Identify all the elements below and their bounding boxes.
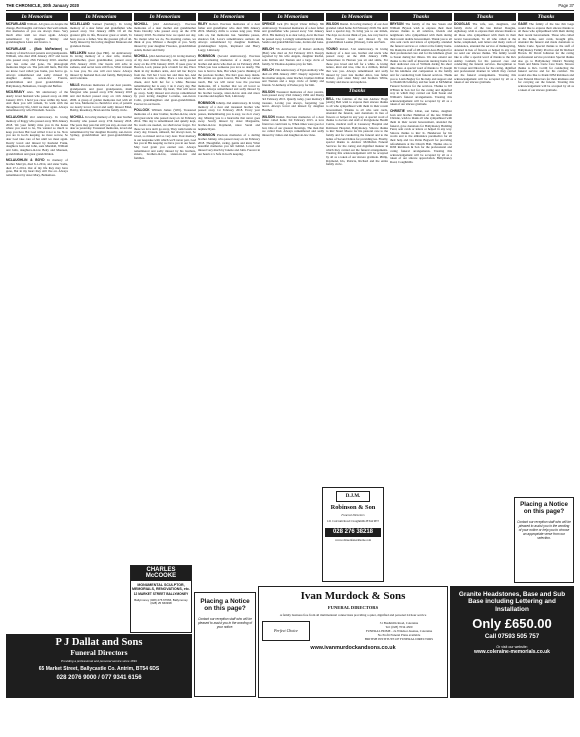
notice-text: Precious memories of a darling brother Johnny, who passed away on 1st February 2018. Thoughtful, caring, gentle and kind, What beautiful memories you left behind. Loved and missed very much by Janette and John. Forever in our hearts x x Safe in God's keeping. [198,133,260,156]
notice-name: ROBINSON [198,101,216,106]
notice [6,159,68,177]
murdock-address-2: FUNERAL HOME - 2a Windsor Avenue, Coleraine [365,628,433,633]
notice [390,110,452,165]
granite-web: www.coleraine-memorials.co.uk [474,648,550,655]
notice-text: In memory of much loved parents and grandparents. William, who died 20th January 2017 and Greta who passed away 25th February 2010. Another year has come and gone, No photograph memories linger on. The pain still hurts, But this we know. God called you home, you had to go. Always remembered and sadly missed by daughter Annie, son-in-law Francis, grandchildren and great grandchildren - Ballymoney, Balnamore, Clough and Belfast. [6,46,68,88]
notice-name: MELLIKEN [70,50,87,55]
notice [134,23,196,52]
notice-text: William. All grass on despite the change, But thoughts can't know that well remain. Our memories of you are always there. Very much alive until we meet again. Always remembered by daughter Shirley and granddaughters Laura and Jessica. x [6,22,68,45]
notice [326,48,388,85]
notice-name: ROBINSON [198,133,216,138]
notice-text: Johnny. 2nd Anniversary. In loving memory of a dear and treasured brother who passed away 1st February 2018. Every year passes, Remembering you is easy, we do it every day, Missing you is a heartache that never goes away. Sorely missed by sister Marguerite, brother-in-law Raymond, niece Sarah and nephew Ryan. [198,101,260,131]
notice-text: Wife Lilian, son James, daughter Jean and brother Hamilton of the late William Christie, wish to thank all who sympathised with them in their recent bereavement, attended the funeral, gave donations for Ballymoney Building Fund, sent cards or letters or helped in any way. Sincere thanks to Rev K. Henderson for his words and to the ambulance paramedics for all their help and Lia Pettie Bagwell for providing refreshments at the Church Hall. Thanks also to DJM Robinson & Son for the professional and caring funeral arrangements. Trusting this acknowledgement will be accepted by all as a token of our sincere appreciation. Ballymoney Road, Coughmills. [390,108,452,164]
murdock-web: www.ivanmurdockandsons.co.uk [310,645,396,652]
mccooke-ad [130,565,192,633]
notice-text: (2nd Anniversary). Precious memories of a dear mother and grandmother Nana Dorothy who passed away on the 27th January 2018. No matter how we spend our day, No matter what we do, No morning comes, we think of you, Without a thought of you. Sadly missed by your daughter Florence, grandchildren Adam, Robert and Dolly. [134,22,196,52]
placing-notice-ad-2 [514,497,574,583]
robinson-ad [322,487,384,582]
notice [70,52,132,81]
murdock-address-3: No Profit Funeral Plans available [377,633,421,637]
notice [6,116,68,156]
publication-name: THE CHRONICLE, 30th January 2020 [6,3,80,9]
mccooke-address: 12 MARKET STREET BALLYMONEY [133,592,189,597]
dallat-subtitle: Funeral Directors [70,648,128,658]
notice-text: William James (Will). Treasured memories of a dear brother, brother-in-law, uncle and great uncle who passed away on 1st February 2014. This day is remembered and quietly kept, No words are needed, we shall never forget. For those we love don't go away, They walk beside us every day, Unseen, unheard, but always near, So loved, so missed and so very dear. Your memory is our keepsake with which we'll never part, God has you in His keeping we have you in our heart. May God grant you eternal rest. Always remembered and sadly missed by his brothers, sisters, brothers-in-law, sisters-in-law and families. [134,108,196,160]
section-header-in-memoriam: In Memoriam [262,13,324,21]
notice [6,48,68,88]
notice-name: RILEY [198,22,208,26]
notice-text: 2nd Anniversary. In loving memory of Peggy who passed away 30th January 2018. We your family miss you in the house where you used to be, We wanted so much to keep you here But God willed it not to be. Now you are in God's keeping, no more sorrow, So dear God take care of her until we meet again. Dearly loved and missed by husband Frank, daughters Jean and John, sons Marshall, William and John, daughters-in-law Betty and Maureen, grandchildren and great grandchildren. [6,115,68,156]
notice-name: MCFARLANE - (Bob McFarlane) [6,46,62,51]
placing-body: Contact our reception staff who will be pleased to assist you in the wording of your notice. [197,617,253,630]
notice-name: POLLOCK [134,108,150,113]
page-number: Page 37 [558,3,574,9]
notice-text: Alex. 5th anniversary of the dearly loved husband who passed away on 29th January 2015. I hold you close within my heart, And there you will remain, To walk with me throughout my life, Until we meet again. Always remembered by wife Elizabeth. Seacon. [6,90,68,113]
column-1 [6,13,68,733]
notice-text: Isobel (nee Hill). 1st Anniversary. In loving memory of a dear wife, mother, grandmother, great grandmother, passed away 25th January 2019. Our hearts still ache in sadness, And secret tears still flow, What it meant to lose you, No one will ever know. Always missed by husband Ron and family, Ballymoney and Coleraine. [70,50,132,81]
notice-text: Jack (Ex Royal Ulster Rifles). 8th Anniversary. Treasured memories of a dear father and grandfather who passed away 31st January 2012. His memory is as dear today, As in the hour he passed away. Lovingly remembered by Robin, Sandra and grandchildren Luke, Jordan and Luke. [262,22,324,45]
robinson-web: www.robinsonfuneralhome.com [334,539,371,543]
placing-notice-ad [194,592,256,697]
column-5 [262,13,324,581]
placing2-title: Placing a Notice on this page? [520,501,568,515]
notice [262,91,324,113]
notice [262,23,324,45]
placing-title: Placing a Notice on this page? [200,598,250,613]
murdock-phone-1: Tel: (028) 7034 4300 [385,624,413,629]
granite-line1: Granite Headstones, Base and Sub Base including Lettering and Installation [458,591,566,613]
notice-name: ROBINSON [198,54,216,59]
notice-name: BRYSON [390,22,404,26]
page-header [6,3,574,11]
notice-text: The family of the late Jim Gage would like to express their sincere thanks to all those who sympathised with them during their recent bereavement. Those who called at the home, sent cards, brought gifts, attended the funeral and made donations to Marie Curie. Special thanks to the staff of Ballymoney Family Practice and Dr Richard Brown. Dr David Johnston for the caring professional service provided. Special thanks also go to Ballymoney District Nursing Team and Marie Curie Care Team. Sincere thanks to Rev. Cottill for conducting the funeral service and for his comfort. We would also like to thank DJM Robinson and Son Funeral Directors for their kindness and for carrying out the funeral. Trusting this acknowledgement will be accepted by all as a token of our sincere gratitude. [518,22,574,92]
column-9 [518,13,574,493]
notice-text: 13th Anniversary of Egan Anthony who died on 28th January 2007. Deeply regretted by his mother Angela, sister Rachel, brothers Killian and Tiernan and a large circle of family and friends. St Anthony of Padua pray for him. [262,68,324,87]
notice-text: (Second Anniversary). Precious and everlasting memories of a dearly loved brother and uncle who died on 1st February 2018. When you lose someone you love so dearly, The loss is hard to hide, But when you're thinking of the precious brother, The hurt goes deep inside. His smiles are gone forever, His hand we cannot touch, But we will never lose the precious memories, Of a brother that we all loved so much. Always remembered and sadly missed by his brother George, sister-in-law Ann and niece Caroline and nephew Neil, Limavady. [198,54,260,99]
notice [6,91,68,113]
column-3 [134,13,196,561]
notice-text: (2nd Anniversary). In loving memory of my dear mother Dorothy, who sadly passed away on the 27th January 2018. If roses grow in Heaven, Lord, please pick a bunch for me, Place them in my mothers arms, And tell her they're from me. Tell her I love her and miss her, And when she turns to smile, Place a kiss upon her cheek, And hold her for a while. Because remembering her is easy, I do it every day, But there's an ache within my heart, That will never go away. Sadly missed and always remembered by your loving daughter Lorraine, son-in-law Colin, granddaughters and great-grandchildren. Forever in our hearts. [134,54,196,106]
granite-price [453,616,571,631]
notice [198,102,260,131]
notice-name: NICHOLL [134,22,149,26]
column-8 [454,13,516,581]
robinson-logo: D.J.M. [336,491,370,502]
notice-text: Daniel. In loving memory of our dear grandad called home 3rd February 2018. We don't need a special day, To bring you to our minds, The days we do not think of you, Are very hard to find. Forever loved and missed by his grandchildren Leanne (Watson), Calie and Sam. [326,22,388,45]
notice [262,48,324,66]
notice-name: CHRISTIE [390,108,405,113]
notice-text: Treasured memories of dear parents, Jean passed away 23rd January 1982 and Danny 3rd February 2015. Quietly today, your memory I treasure, Loving you always, forgetting you never. Always loved and missed by daughter Heather. [262,89,324,112]
notice-name: GAGE [518,22,528,26]
notice-name: WILSON [326,22,339,26]
notice-text: Daniel. Precious memories of a dear father called home 3rd February 2015. A love friend we could turn to, When times were good or bad, One of our greatest blessings, The man that we called Dad. Always remembered and sadly missed by James and daughter-in-law June. [262,114,324,137]
murdock-assoc: BRITISH INSTITUTE OF FUNERAL DIRECTORS [364,637,434,642]
section-header-in-memoriam: In Memoriam [198,13,260,21]
notice-text: Samuel (Sammy). In loving memory of a dear father and grandfather who passed away 31st January 2008. Of all the greatest gifts in life, However great or small, To have you as a father, Was the greatest gift of all. Sadly missed by his loving daughter Maureen and grandson Derek. [70,22,132,48]
murdock-info-row [262,621,444,642]
robinson-address: 121 Culcrum Road Cloughmills BT44 9ET [327,519,379,524]
notice [454,23,516,85]
notice [134,55,196,106]
section-header-thanks: Thanks [518,13,574,21]
notice-text: Robert. Precious memories of a dear father and grandfather who died 30th January 2019. Memory drifts to scenes long past, Time rolls on, but memories last. Sunshine passes, shadows fall, Love's remembrance outlasts all. Always remembered by daughter Kathleen, granddaughter Glynis, Raymond and Harry Lorgy, Limavady. [198,22,260,52]
mccooke-services: MONUMENTAL SCULPTOR, MEMORIALS, RENOVATIONS, etc. [132,582,190,591]
notice-text: Robert. 31st Anniversary. In loving memory of a dear son, brother and uncle who passed away on the 26th January 1989. Somewhere in Heaven you sit and smile, For those you loved and left for a while. A loving nature, kind and true, One in a million, Robert that was you. Always remembered and sadly missed by your late mother Alice, late father Robert, your sister Mary and brothers Willie, Tommy and nieces and nephews. [326,46,388,84]
notice [70,116,132,142]
dallat-ad [6,634,192,698]
notice [70,84,132,113]
notice-name: MCLAUGHLIN [6,115,28,120]
murdock-description: A family business free from all multinational connections providing a quiet, dignified and personal 24 hour service [279,613,427,618]
notice-name: DOUGLAS [454,22,470,26]
notice-text: The wife, son, daughters, and family circle of the late Robert Douglas, Aghadoey, wish to express their sincere thanks to all those who sympathised with them in their recent bereavement. To all who called at the home, telephoned, sent letters and many cards of condolence, attended the service of thanksgiving, donated in lieu of flowers or helped in any way, we send our sincere thanks. The family would like to offer a special word of thanks to the Rev Ashley Graham for his pastoral care and conducting the funeral services. Recognition to Dr Carson and Directors for the caring, dignified and professional manner in which they carried out the funeral arrangements. Trusting this acknowledgement will be accepted by all as a token of our sincere gratitude. [454,22,516,85]
granite-price-prefix: Only [472,616,502,632]
notice-name: MCILREAVY [6,90,25,95]
notice-name: NICHOLL [70,115,85,120]
granite-price-value: £650.00 [504,616,552,632]
column-4 [198,13,260,587]
notice-name: MILLS [70,82,80,87]
placing2-body: Contact our reception staff who will be pleased to assist you in the wording of your notice or help you to choose an appropriate verse from our selection. [517,519,571,541]
granite-web-label: Or visit our website: [496,644,528,649]
section-header-in-memoriam: In Memoriam [70,13,132,21]
dallat-address: 65 Market Street, Ballycastle Co. Antrim, BT54 6DS [38,665,160,672]
notice-name: NICHOLL [134,54,149,59]
column-2 [70,13,132,733]
notice [390,23,452,107]
robinson-subtitle: Funeral Directors [341,512,365,517]
dallat-phone: 028 2076 9000 / 077 9341 6156 [56,674,142,681]
notice-name: MCLELLAND [70,22,90,26]
perfect-choice-badge: Perfect Choice [262,621,310,641]
section-header-in-memoriam: In Memoriam [326,13,388,21]
section-header-in-memoriam: In Memoriam [6,13,68,21]
notice-name: MCFARLAND [6,22,27,26]
notice [198,134,260,156]
notice [518,23,574,92]
notice-text: The family of the late Susan and William Bryson wish to express their most sincere thanks to all relatives, friends and neighbours who sympathised with them during their recent double bereavement. Thank you to all who sent cards and letters of sympathy, attended the funeral services or called at the family home. We thank the staff of 2B Antrim Area Hospital for their professional care and for the kindness given to Susan during her illness. We also extend our thanks to the staff of Rosevale nursing home for their dedicated care of William during his short time there. A special word of thanks to Fr Joseph for his kindness and compassion to the family and for conducting both funeral services. Thank you to Liam Begley for his help and support and to Niamh McGlinchey and her team at McMullan Funeral Services for the services. Thanks to WJ O'Brien & Son Ltd for the caring and dignified way in which they carried out both Susan and William's funeral arrangements. Trusting this acknowledgement will be accepted by all as a token of our sincere gratitude. [390,22,452,107]
murdock-ad [258,586,448,698]
murdock-name: Ivan Murdock & Sons [300,590,406,602]
notice-text: The families of the late Andrew Hugh (Andy) Bell wish to express their sincere thanks to all who sympathised with them in their recent bereavement. Thanks to all who sent cards, attended the funeral, sent donations in lieu of flowers or helped in any way. A special word of thanks to doctors and staff at Portglenone Health Centre, medical staff at Causeway Hospital and Robinson Hospital, Ballymoney. Sincere thanks to Rev Stuart Moore for his pastoral care to the family and for conducting the funeral and to the ladies of Second Kilrea for providing tea. Finally, special thanks to Andrew McMullan Funeral Services for the caring and dignified manner in which they carried out the funeral arrangements. Trusting this acknowledgement will be accepted by all as a token of our sincere gratitude. Philip, Raymond, Iris, Patricia, Richard and the entire family circle. [326,96,388,167]
notice [262,69,324,87]
section-header-in-memoriam: In Memoriam [134,13,196,21]
murdock-address-1: 31 Bushmills Road, Coleraine [379,620,419,625]
section-header-thanks: Thanks [326,88,388,96]
notice-text: In memory of brother Mervyn, died 6-1-2014, and sister Sadie, died 27-1-2014. Out of my life they may have gone, But in my heart they still live on. Always remembered by sister Mary, Balnamore. [6,158,68,177]
notice [326,23,388,45]
granite-ad [450,586,574,698]
notice-text: Precious memories of our dear parents, grandparents and great grandparents, mum Margaret who passed away 27th January 2018 and dad Robert passed away on 11th January 2006. A group of golden memories tied with all our love, Memories to cherish for ever, of parents we dearly loved. Loved and sadly missed Ethel, Bobby, Rosemary, Brian and the family circle. [70,82,132,113]
mccooke-name: CHARLES McCOOKE [131,566,191,581]
notice [262,116,324,138]
dallat-tagline: Providing a professional and personal service since 1891 [61,659,137,664]
section-header-thanks: Thanks [454,13,516,21]
notice [198,55,260,99]
mccooke-phone: Ballymoney (028) 276 67666, Ballymoney (028) 25 663938 [134,597,188,606]
notice-name: SPENCE [262,22,276,26]
column-7 [390,13,452,581]
dallat-name: P J Dallat and Sons [55,637,143,648]
notice-name: BELL [326,96,335,101]
murdock-subtitle: FUNERAL DIRECTORS [327,604,379,610]
murdock-addresses [354,621,444,642]
notice-text: 7th Anniversary of Robert Anthony (Bob) who died on 3rd February 2013. Deeply regretted by his wife Angela, daughter Rachel, sons Killian and Tiernan and a large circle of family. St Thomas Aquinas pray for him. [262,46,324,66]
granite-phone: Call 07593 505 757 [484,633,540,641]
notice-name: MCLAUGHLIN & BOYD [6,158,45,163]
section-header-thanks: Thanks [390,13,452,21]
column-6 [326,13,388,483]
notice-name: WILSON [262,114,275,119]
notice [134,109,196,160]
notice [70,23,132,49]
robinson-name: Robinson & Son [330,504,376,511]
notice [198,23,260,52]
notice-name: WELCH [262,46,274,51]
notice [6,23,68,45]
notice-name: WELCH [262,68,274,73]
notice-name: WILSON [262,89,275,94]
notice [326,98,388,167]
robinson-phone: 028 276 38218 [325,528,381,537]
notice-text: In loving memory of my dear brother Dorothy who passed away 27th January 2018. The years may pass but still you stay, As near and dear as yesterday. Treasured memories, loved and remembered by her daughter Dorothy, son-in-law Sydney, grandchildren and great-grandchildren xxx [70,115,132,142]
notice-name: YOUNG [326,46,338,51]
